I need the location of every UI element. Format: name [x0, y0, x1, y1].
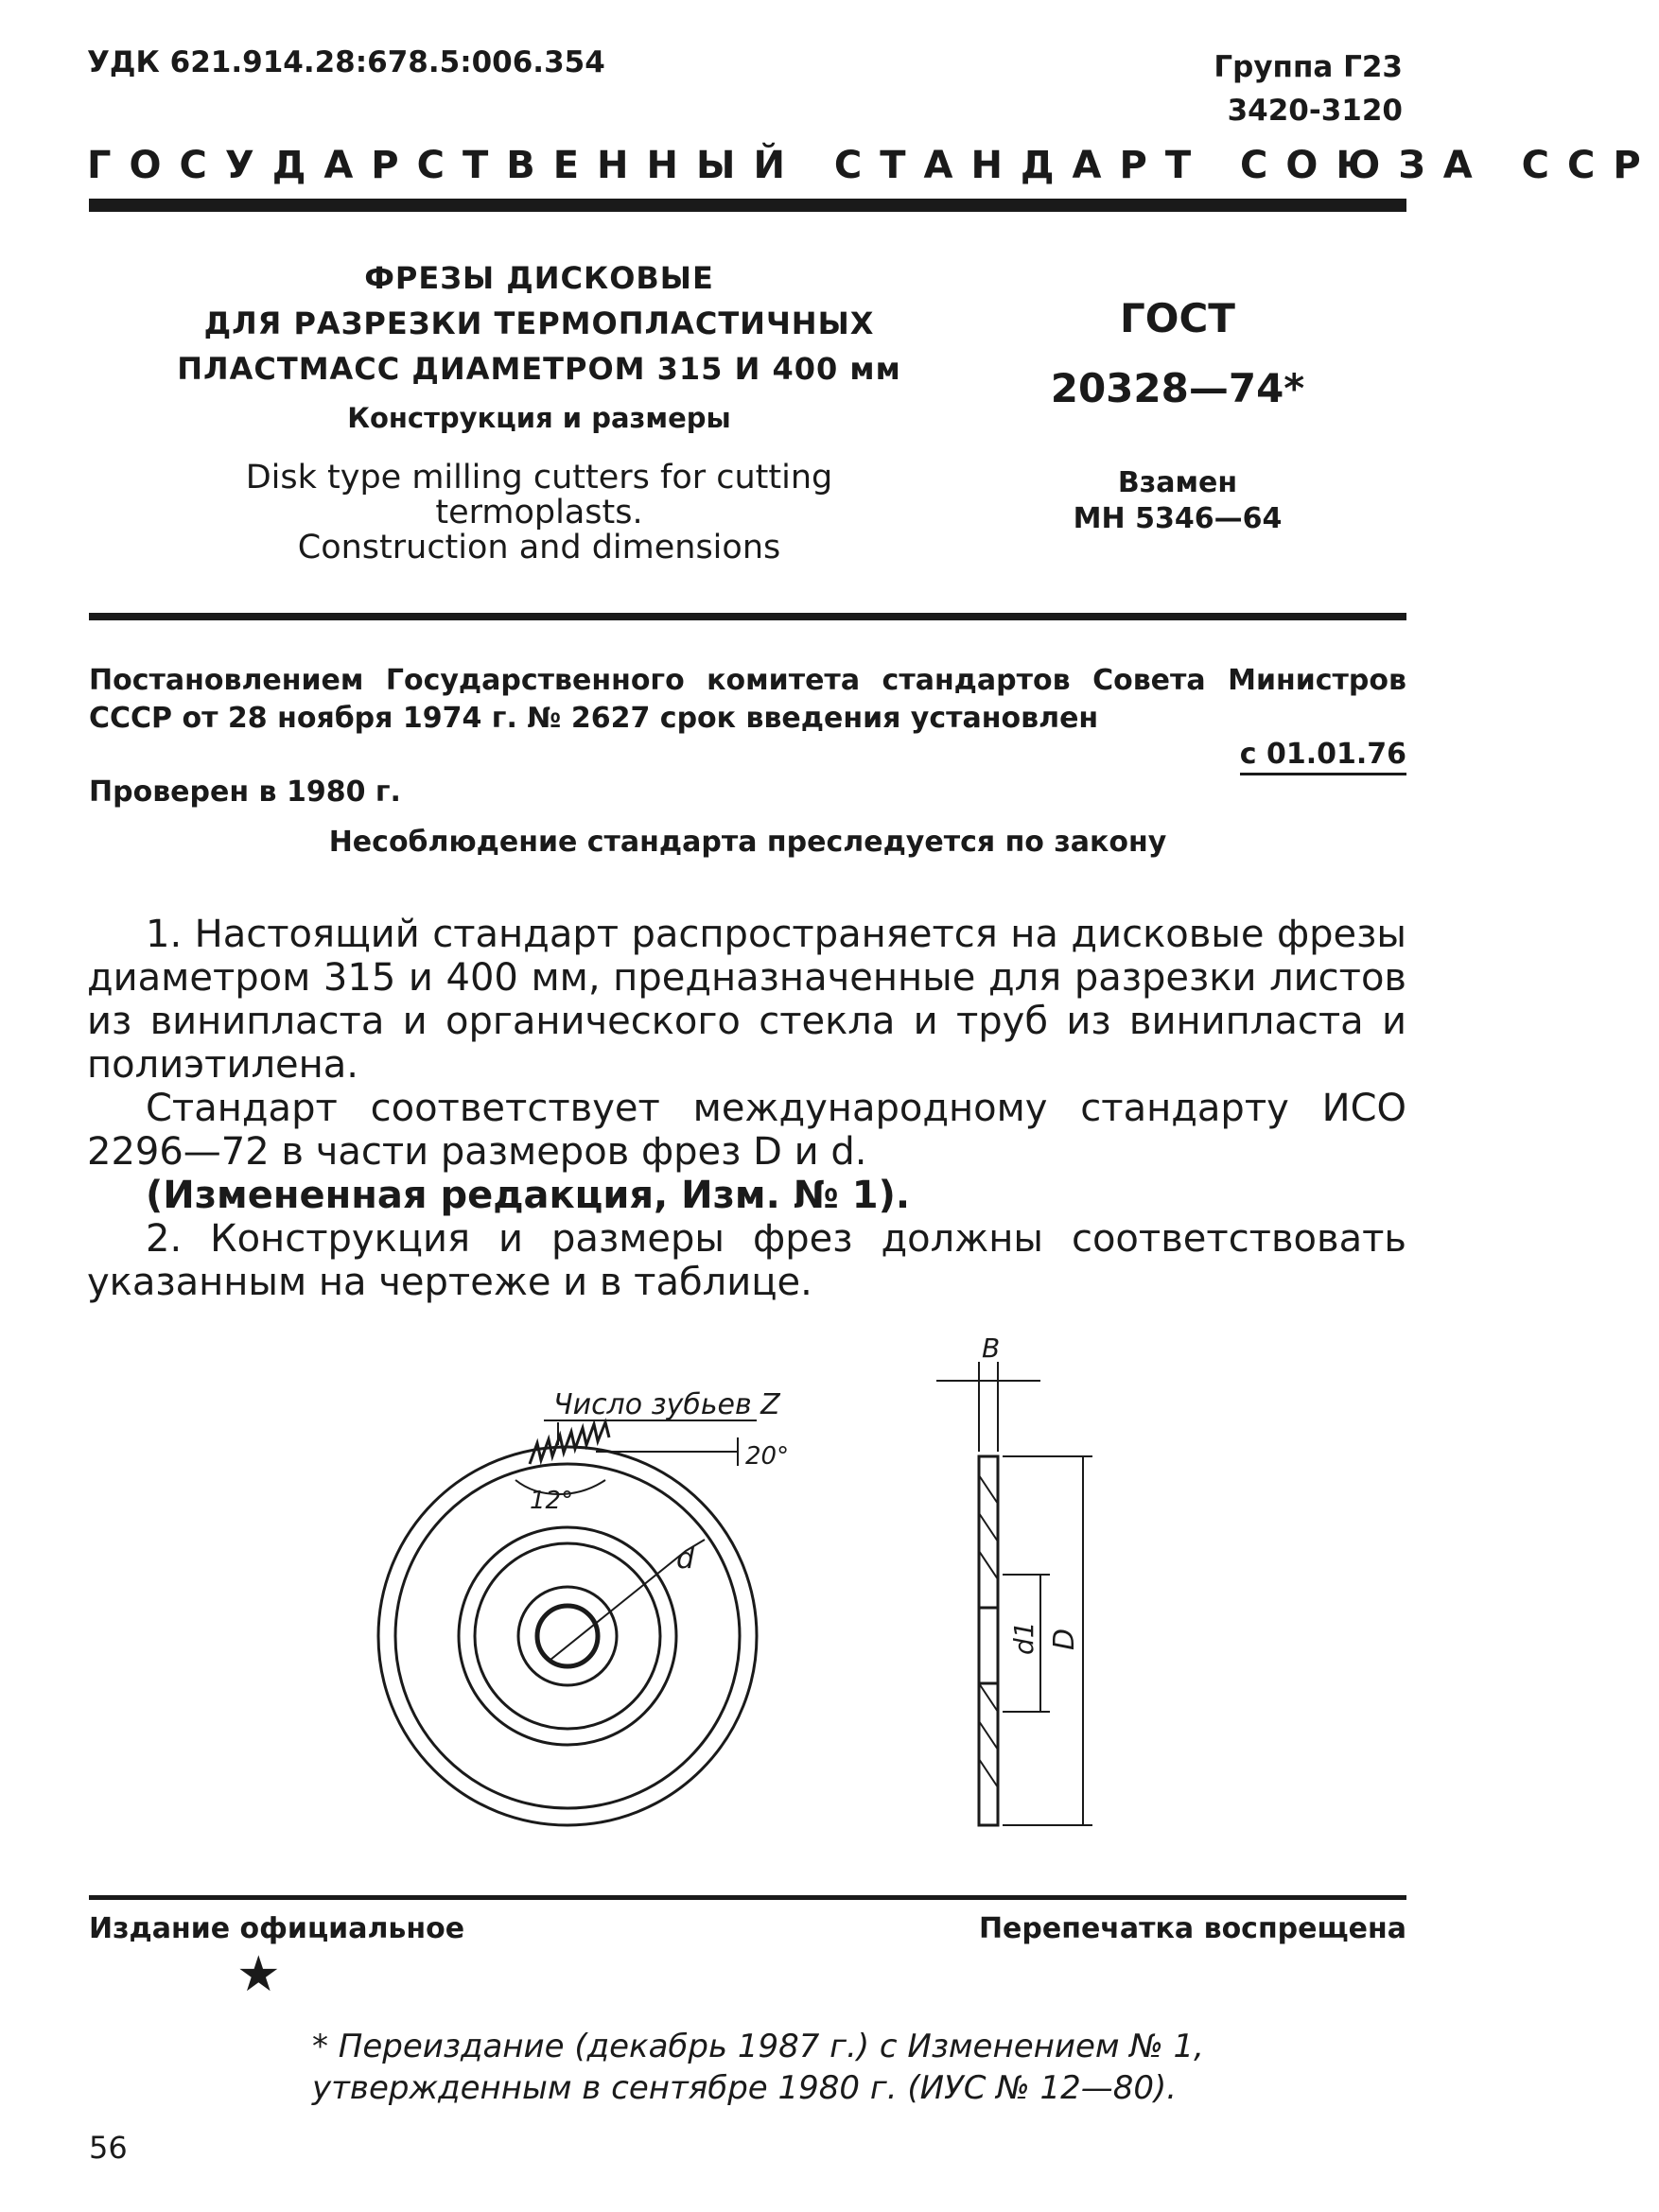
reprint-prohibited: Перепечатка воспрещена	[978, 1912, 1406, 1945]
paragraph-iso: Стандарт соответствует международному стандарту ИСО 2296—72 в части размеров фрез D и d.	[87, 1087, 1406, 1174]
english-title-line-1: Disk type milling cutters for cutting	[245, 459, 833, 496]
bore-circle	[518, 1587, 617, 1685]
reissue-footnote	[312, 2026, 1353, 2109]
paragraph-2: 2. Конструкция и размеры фрез должны соответствовать указанным на чертеже и в таблице.	[87, 1217, 1406, 1304]
checked-year: Проверен в 1980 г.	[89, 775, 401, 809]
B-label: B	[982, 1332, 1001, 1364]
official-edition: Издание официальное	[89, 1912, 465, 1945]
bore-inner-circle	[537, 1606, 598, 1666]
decree-text: Постановлением Государственного комитета стандартов Совета Министров СССР от 28 ноября 1974 г. № 2627 срок введения установлен	[89, 664, 1406, 735]
penalty-notice: Несоблюдение стандарта преследуется по закону	[328, 826, 1167, 859]
english-title-line-3: Construction and dimensions	[297, 529, 781, 566]
replaces-label: Взамен	[1117, 466, 1238, 499]
star-icon: ★	[236, 1946, 281, 2003]
header-rule	[89, 199, 1406, 212]
d1-label: d1	[1008, 1621, 1039, 1655]
group-label: Группа Г23	[1214, 50, 1403, 84]
effective-date: с 01.01.76	[1240, 738, 1406, 775]
tooth-root-circle	[395, 1464, 740, 1808]
replaces-value: МН 5346—64	[1073, 502, 1283, 535]
title-rule	[89, 613, 1406, 620]
title-line-1: ФРЕЗЫ ДИСКОВЫЕ	[364, 260, 714, 296]
english-title	[151, 461, 927, 566]
group-code	[1214, 45, 1403, 132]
B-extension-lines	[979, 1362, 998, 1452]
paragraph-1: 1. Настоящий стандарт распространяется на дисковые фрезы диаметром 315 и 400 мм, предназначенные для разрезки листов из винипласта и органического стекла и труб из винипласта и полиэтилена.	[87, 913, 1406, 1087]
cutter-drawing	[0, 1324, 1482, 1854]
d-label: d	[676, 1542, 695, 1576]
angle-12-label: 12°	[530, 1487, 574, 1515]
teeth-label: Число зубьев Z	[553, 1388, 780, 1421]
amendment-note: (Измененная редакция, Изм. № 1).	[146, 1174, 911, 1217]
hub-inner-circle	[475, 1543, 660, 1729]
title-line-3: ПЛАСТМАСС ДИАМЕТРОМ 315 И 400 мм	[177, 351, 901, 387]
standard-body	[87, 913, 1406, 1304]
document-subtitle: Конструкция и размеры	[347, 402, 731, 434]
replaces-block	[1022, 465, 1334, 537]
gost-label: ГОСТ	[1120, 295, 1235, 341]
classifier-code: 3420-3120	[1227, 94, 1403, 128]
hub-circle	[459, 1527, 676, 1745]
footer-rule	[89, 1895, 1406, 1900]
footnote-line-2: утвержденным в сентябре 1980 г. (ИУС № 12—80).	[312, 2069, 1178, 2107]
D-label: D	[1048, 1628, 1081, 1650]
angle-20-label: 20°	[745, 1442, 790, 1471]
footnote-line-1: * Переиздание (декабрь 1987 г.) с Изменением № 1,	[312, 2028, 1204, 2065]
page-number: 56	[89, 2130, 128, 2166]
gost-number: 20328—74*	[1050, 365, 1305, 411]
gost-block	[1022, 284, 1334, 424]
state-standard-heading: ГОСУДАРСТВЕННЫЙ СТАНДАРТ СОЮЗА ССР	[87, 144, 1659, 187]
english-title-line-2: termoplasts.	[435, 494, 643, 531]
title-line-2: ДЛЯ РАЗРЕЗКИ ТЕРМОПЛАСТИЧНЫХ	[203, 305, 875, 341]
side-view-hub	[979, 1608, 998, 1683]
document-title	[151, 255, 927, 392]
teeth-outline	[530, 1422, 609, 1464]
udk-code: УДК 621.914.28:678.5:006.354	[87, 45, 605, 79]
